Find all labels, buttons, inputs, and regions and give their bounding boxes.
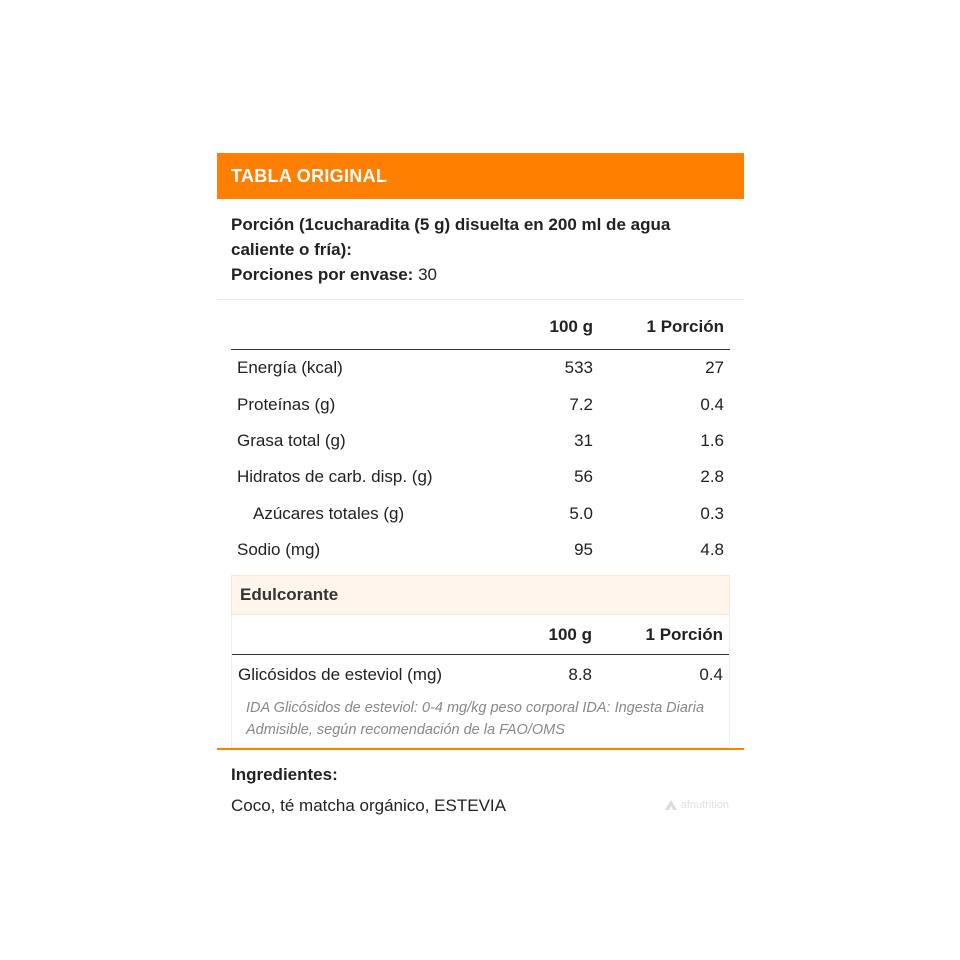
nutrition-card [217,153,744,822]
row-value-portion: 27 [705,358,724,378]
row-value-100g: 95 [574,540,593,560]
servings-value: 30 [418,265,437,284]
brand-logo-icon [664,799,678,811]
watermark [664,799,729,811]
sweetener-note: IDA Glicósidos de esteviol: 0-4 mg/kg peso corporal IDA: Ingesta Diaria Admisible, según recomendación de la FAO/OMS [246,700,705,739]
row-label: Azúcares totales (g) [253,503,405,523]
table-row [231,532,730,568]
nutrition-table-header [231,300,730,350]
row-value-100g: 8.8 [568,665,592,685]
row-value-100g: 7.2 [569,394,593,414]
column-header-100g: 100 g [471,615,594,655]
table-row [231,386,730,422]
portion-info [217,199,744,300]
table-row-sub [231,496,730,532]
table-title: TABLA ORIGINAL [231,165,388,186]
row-label: Proteínas (g) [237,394,336,414]
table-row [231,350,730,387]
column-header-100g: 100 g [472,300,595,350]
row-label: Hidratos de carb. disp. (g) [237,467,433,487]
nutrition-table [231,300,730,568]
sweetener-table-header [232,615,729,655]
row-value-portion: 0.4 [699,665,723,685]
row-value-100g: 56 [574,467,593,487]
table-header [217,153,744,199]
servings-label: Porciones por envase: [231,265,414,284]
row-value-portion: 1.6 [700,430,724,450]
ingredients-text: Coco, té matcha orgánico, ESTEVIA [231,796,506,816]
row-value-portion: 0.3 [700,503,724,523]
row-value-100g: 533 [564,358,593,378]
row-label: Sodio (mg) [237,540,321,560]
row-value-100g: 31 [574,430,593,450]
servings-line [231,262,730,287]
row-label: Glicósidos de esteviol (mg) [238,665,443,685]
row-value-100g: 5.0 [569,503,593,523]
sweetener-table [232,615,729,695]
row-value-portion: 4.8 [700,540,724,560]
sweetener-title: Edulcorante [231,575,730,615]
portion-description: Porción (1cucharadita (5 g) disuelta en 200 ml de agua caliente o fría): [231,215,671,259]
table-row [231,423,730,459]
watermark-text: afnutrition [680,799,729,812]
ingredients-section [217,750,744,822]
sweetener-section [231,575,730,748]
row-value-portion: 0.4 [700,394,724,414]
row-label: Grasa total (g) [237,430,346,450]
table-row [232,655,729,696]
row-value-portion: 2.8 [700,467,724,487]
column-header-portion: 1 Porción [594,615,729,655]
table-row [231,459,730,495]
row-label: Energía (kcal) [237,358,343,378]
ingredients-title: Ingredientes: [231,765,338,785]
column-header-portion: 1 Porción [595,300,730,350]
